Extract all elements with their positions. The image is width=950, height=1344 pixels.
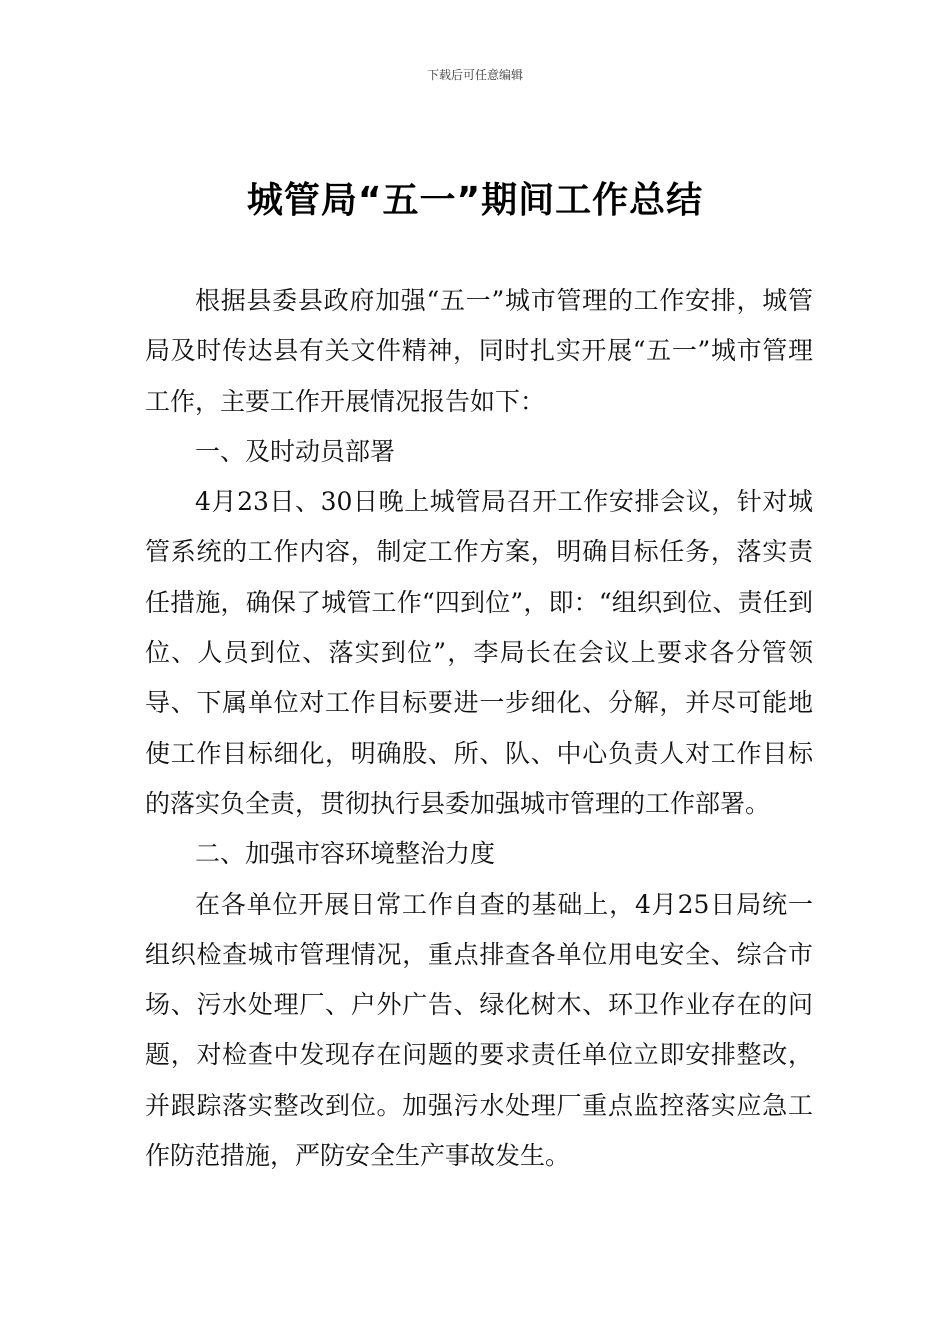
section-heading-1: 一、及时动员部署: [195, 436, 396, 466]
intro-paragraph: 根据县委县政府加强“五一”城市管理的工作安排，城管局及时传达县有关文件精神，同时扎实开展“五一”城市管理工作，主要工作开展情况报告如下：: [145, 286, 813, 416]
section-2-paragraph: 在各单位开展日常工作自查的基础上，4月25日局统一组织检查城市管理情况，重点排查各单位用电安全、综合市场、污水处理厂、户外广告、绿化树木、环卫作业存在的问题，对检查中发现存在问题的要求责任单位立即安排整改，并跟踪落实整改到位。加强污水处理厂重点监控落实应急工作防范措施，严防安全生产事故发生。: [145, 889, 813, 1171]
section-heading-2: 二、加强市容环境整治力度: [195, 839, 496, 869]
document-body: [145, 276, 813, 1181]
section-1-paragraph: 4月23日、30日晚上城管局召开工作安排会议，针对城管系统的工作内容，制定工作方案，明确目标任务，落实责任措施，确保了城管工作“四到位”，即：“组织到位、责任到位、人员到位、落实到位”，李局长在会议上要求各分管领导、下属单位对工作目标要进一步细化、分解，并尽可能地使工作目标细化，明确股、所、队、中心负责人对工作目标的落实负全责，贯彻执行县委加强城市管理的工作部署。: [145, 487, 813, 818]
header-note: 下载后可任意编辑: [426, 68, 523, 82]
document-title: 城管局“五一”期间工作总结: [246, 180, 704, 221]
